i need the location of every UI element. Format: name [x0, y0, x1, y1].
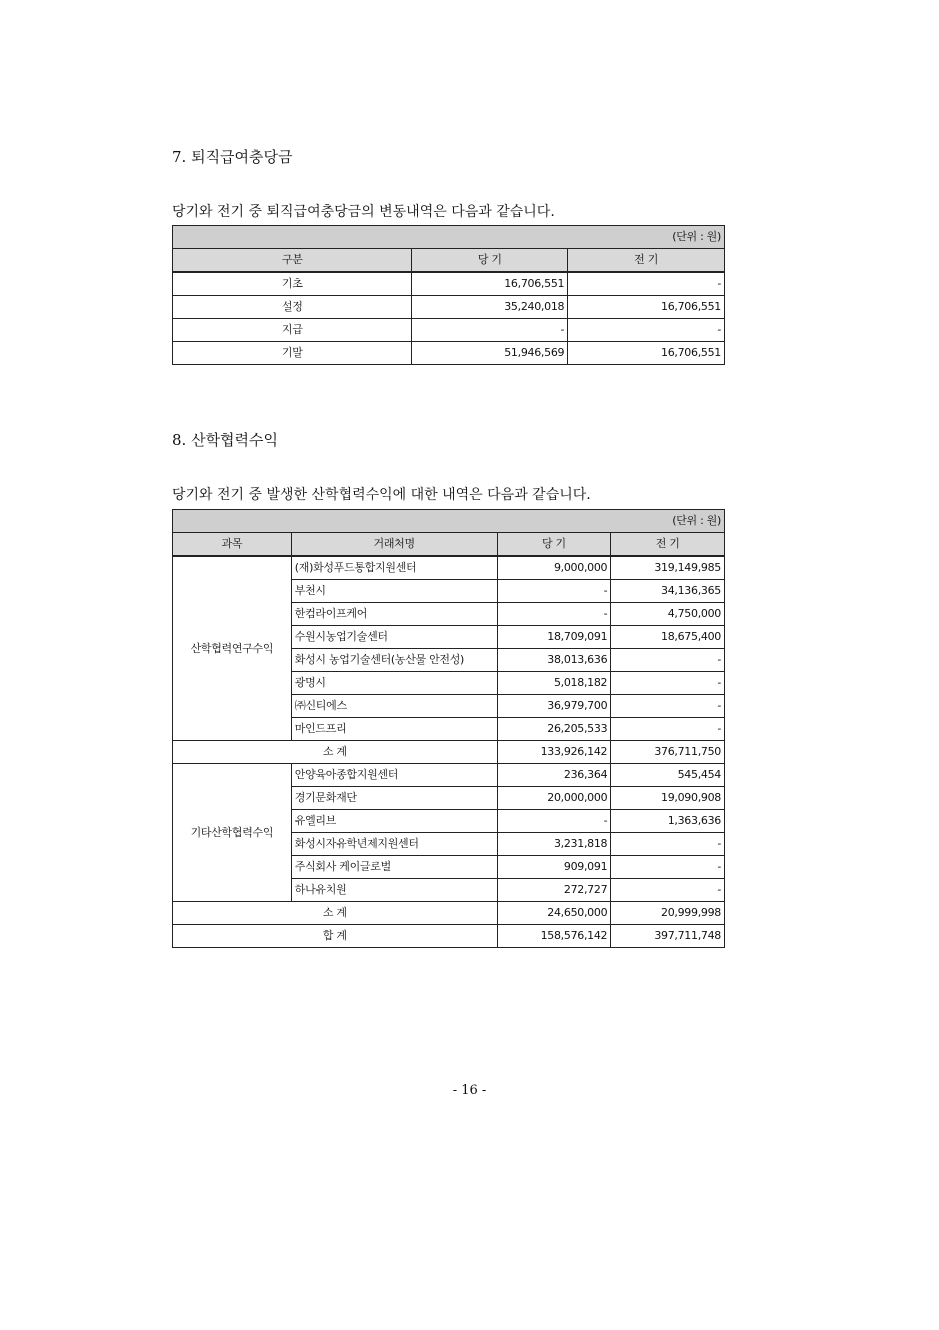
prior-value: - — [611, 833, 725, 856]
prior-value: - — [568, 319, 725, 342]
prior-value: 19,090,908 — [611, 787, 725, 810]
counterparty-name: 주식회사 케이글로벌 — [291, 856, 497, 879]
counterparty-name: 안양육아종합지원센터 — [291, 764, 497, 787]
prior-value: - — [611, 856, 725, 879]
current-value: 26,205,533 — [497, 718, 611, 741]
total-row — [173, 925, 725, 948]
current-value: 236,364 — [497, 764, 611, 787]
prior-value: 18,675,400 — [611, 626, 725, 649]
page-number: - 16 - — [452, 1083, 487, 1098]
table-row — [173, 556, 725, 580]
current-value: 9,000,000 — [497, 556, 611, 580]
current-value: 16,706,551 — [412, 272, 568, 296]
subtotal-row — [173, 741, 725, 764]
counterparty-name: 화성시자유학년제지원센터 — [291, 833, 497, 856]
table-row — [173, 319, 725, 342]
row-label: 기말 — [173, 342, 412, 365]
current-value: 24,650,000 — [497, 902, 611, 925]
prior-value: 397,711,748 — [611, 925, 725, 948]
counterparty-name: 수원시농업기술센터 — [291, 626, 497, 649]
section-7-heading: 7. 퇴직급여충당금 — [172, 148, 293, 166]
category-cell: 기타산학협력수익 — [173, 764, 292, 902]
subtotal-label: 소 계 — [173, 741, 498, 764]
column-header: 과목 — [173, 533, 292, 557]
counterparty-name: 화성시 농업기술센터(농산물 안전성) — [291, 649, 497, 672]
unit-label: (단위 : 원) — [173, 226, 725, 249]
row-label: 기초 — [173, 272, 412, 296]
section-8-heading: 8. 산학협력수익 — [172, 431, 279, 449]
counterparty-name: 한컴라이프케어 — [291, 603, 497, 626]
current-value: 38,013,636 — [497, 649, 611, 672]
prior-value: - — [611, 718, 725, 741]
prior-value: 376,711,750 — [611, 741, 725, 764]
counterparty-name: 마인드프리 — [291, 718, 497, 741]
prior-value: - — [611, 649, 725, 672]
prior-value: - — [611, 879, 725, 902]
prior-value: 16,706,551 — [568, 342, 725, 365]
counterparty-name: 부천시 — [291, 580, 497, 603]
table-row — [173, 342, 725, 365]
current-value: - — [412, 319, 568, 342]
column-header: 전 기 — [611, 533, 725, 557]
prior-value: 20,999,998 — [611, 902, 725, 925]
column-header: 당 기 — [412, 249, 568, 273]
counterparty-name: 경기문화재단 — [291, 787, 497, 810]
current-value: 158,576,142 — [497, 925, 611, 948]
current-value: 133,926,142 — [497, 741, 611, 764]
prior-value: 1,363,636 — [611, 810, 725, 833]
prior-value: 319,149,985 — [611, 556, 725, 580]
counterparty-name: 광명시 — [291, 672, 497, 695]
section-8-description: 당기와 전기 중 발생한 산학협력수익에 대한 내역은 다음과 같습니다. — [172, 487, 591, 503]
subtotal-row — [173, 902, 725, 925]
total-label: 합 계 — [173, 925, 498, 948]
prior-value: 34,136,365 — [611, 580, 725, 603]
subtotal-label: 소 계 — [173, 902, 498, 925]
current-value: - — [497, 580, 611, 603]
counterparty-name: (재)화성푸드통합지원센터 — [291, 556, 497, 580]
column-header: 당 기 — [497, 533, 611, 557]
unit-label: (단위 : 원) — [173, 510, 725, 533]
retirement-allowance-table — [172, 225, 725, 365]
counterparty-name: ㈜신티에스 — [291, 695, 497, 718]
prior-value: - — [611, 672, 725, 695]
current-value: 272,727 — [497, 879, 611, 902]
current-value: - — [497, 603, 611, 626]
prior-value: - — [611, 695, 725, 718]
section-7-description: 당기와 전기 중 퇴직급여충당금의 변동내역은 다음과 같습니다. — [172, 204, 555, 220]
prior-value: 545,454 — [611, 764, 725, 787]
table-row — [173, 272, 725, 296]
counterparty-name: 하나유치원 — [291, 879, 497, 902]
row-label: 지급 — [173, 319, 412, 342]
counterparty-name: 유엘리브 — [291, 810, 497, 833]
current-value: 909,091 — [497, 856, 611, 879]
row-label: 설정 — [173, 296, 412, 319]
current-value: 3,231,818 — [497, 833, 611, 856]
current-value: 51,946,569 — [412, 342, 568, 365]
table-row — [173, 764, 725, 787]
prior-value: 4,750,000 — [611, 603, 725, 626]
current-value: - — [497, 810, 611, 833]
category-cell: 산학협력연구수익 — [173, 556, 292, 741]
table-row — [173, 296, 725, 319]
prior-value: - — [568, 272, 725, 296]
industry-academic-revenue-table — [172, 509, 725, 948]
current-value: 36,979,700 — [497, 695, 611, 718]
current-value: 5,018,182 — [497, 672, 611, 695]
current-value: 18,709,091 — [497, 626, 611, 649]
column-header: 전 기 — [568, 249, 725, 273]
column-header: 거래처명 — [291, 533, 497, 557]
column-header: 구분 — [173, 249, 412, 273]
current-value: 35,240,018 — [412, 296, 568, 319]
current-value: 20,000,000 — [497, 787, 611, 810]
prior-value: 16,706,551 — [568, 296, 725, 319]
